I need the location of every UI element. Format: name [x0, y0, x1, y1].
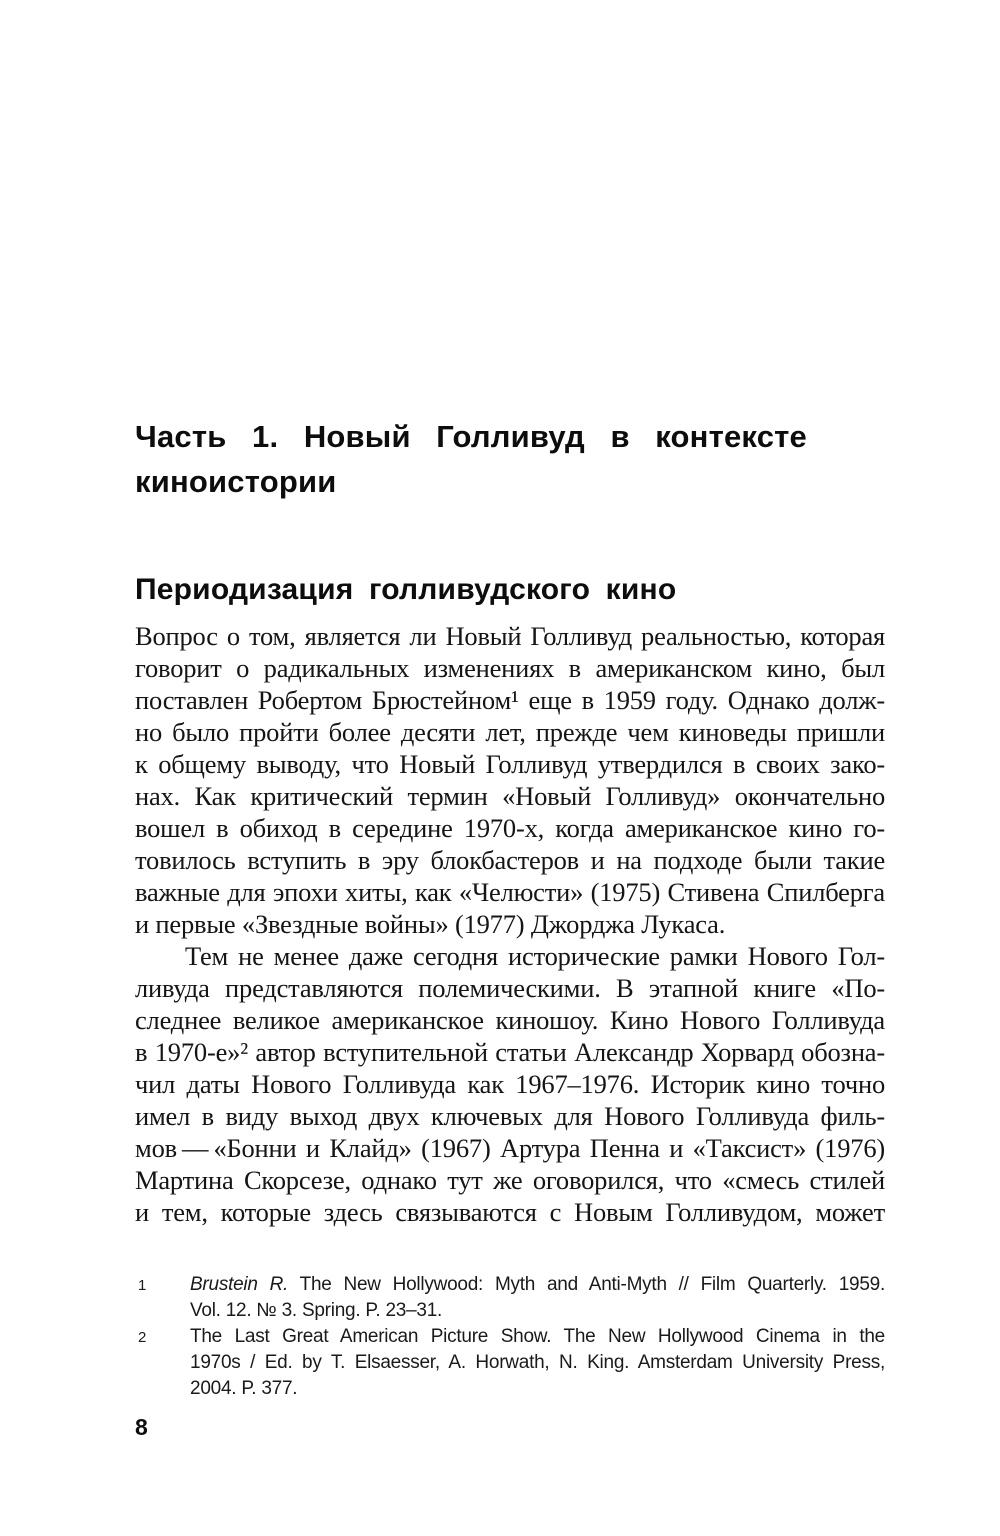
footnote-text: The New Hollywood: Myth and Anti-Myth // Film Quarterly. 1959. [288, 1274, 886, 1295]
page-number: 8 [135, 1414, 148, 1440]
footnote-line: Vol. 12. № 3. Spring. P. 23–31. [190, 1300, 443, 1321]
body-line: важные для эпохи хиты, как «Челюсти» (1975) Стивена Спилберга [135, 877, 885, 907]
paragraph-1 [135, 620, 885, 940]
footnote-line: The Last Great American Picture Show. The New Hollywood Cinema in the [190, 1326, 885, 1347]
body-line: и тем, которые здесь связываются с Новым Голливудом, может [135, 1197, 885, 1227]
body-line: ливуда представляются полемическими. В этапной книге «По- [135, 973, 885, 1003]
body-line: к общему выводу, что Новый Голливуд утвердился в своих зако- [135, 749, 885, 779]
body-line: и первые «Звездные войны» (1977) Джорджа Лукаса. [135, 909, 726, 939]
section-title: Периодизация голливудского кино [135, 572, 677, 606]
body-line: вошел в обиход в середине 1970-х, когда американское кино го- [135, 813, 885, 843]
body-text [135, 620, 885, 1228]
body-line: поставлен Робертом Брюстейном¹ еще в 1959 году. Однако долж- [135, 685, 885, 715]
body-line: нах. Как критический термин «Новый Голливуд» окончательно [135, 781, 885, 811]
footnote-marker: 1 [138, 1277, 147, 1294]
body-line: следнее великое американское киношоу. Кино Нового Голливуда [135, 1005, 885, 1035]
body-line: в 1970-е»² автор вступительной статьи Александр Хорвард обозна- [135, 1037, 885, 1067]
footnote-1 [135, 1272, 885, 1324]
chapter-title: Часть 1. Новый Голливуд в контексте киноистории [135, 418, 807, 499]
body-line: но было пройти более десяти лет, прежде чем киноведы пришли [135, 717, 885, 747]
footnote-line: 1970s / Ed. by T. Elsaesser, A. Horwath, N. King. Amsterdam University Press, [190, 1352, 885, 1373]
body-line: Тем не менее даже сегодня исторические рамки Нового Гол- [185, 941, 885, 971]
footnotes [135, 1272, 885, 1402]
body-line: товилось вступить в эру блокбастеров и на подходе были такие [135, 845, 885, 875]
body-line: Вопрос о том, является ли Новый Голливуд реальностью, которая [135, 621, 885, 651]
footnote-marker: 2 [138, 1329, 147, 1346]
body-line: Мартина Скорсезе, однако тут же оговорился, что «смесь стилей [135, 1165, 885, 1195]
paragraph-2 [135, 940, 885, 1228]
body-line: имел в виду выход двух ключевых для Нового Голливуда филь- [135, 1101, 885, 1131]
footnote-line [190, 1272, 885, 1298]
footnote-2 [135, 1324, 885, 1402]
footnote-line: 2004. P. 377. [190, 1378, 298, 1399]
body-line: говорит о радикальных изменениях в американском кино, был [135, 653, 885, 683]
footnote-author: Brustein R. [190, 1274, 289, 1295]
body-line: мов — «Бонни и Клайд» (1967) Артура Пенна и «Таксист» (1976) [135, 1133, 885, 1163]
body-line: чил даты Нового Голливуда как 1967–1976. Историк кино точно [135, 1069, 885, 1099]
